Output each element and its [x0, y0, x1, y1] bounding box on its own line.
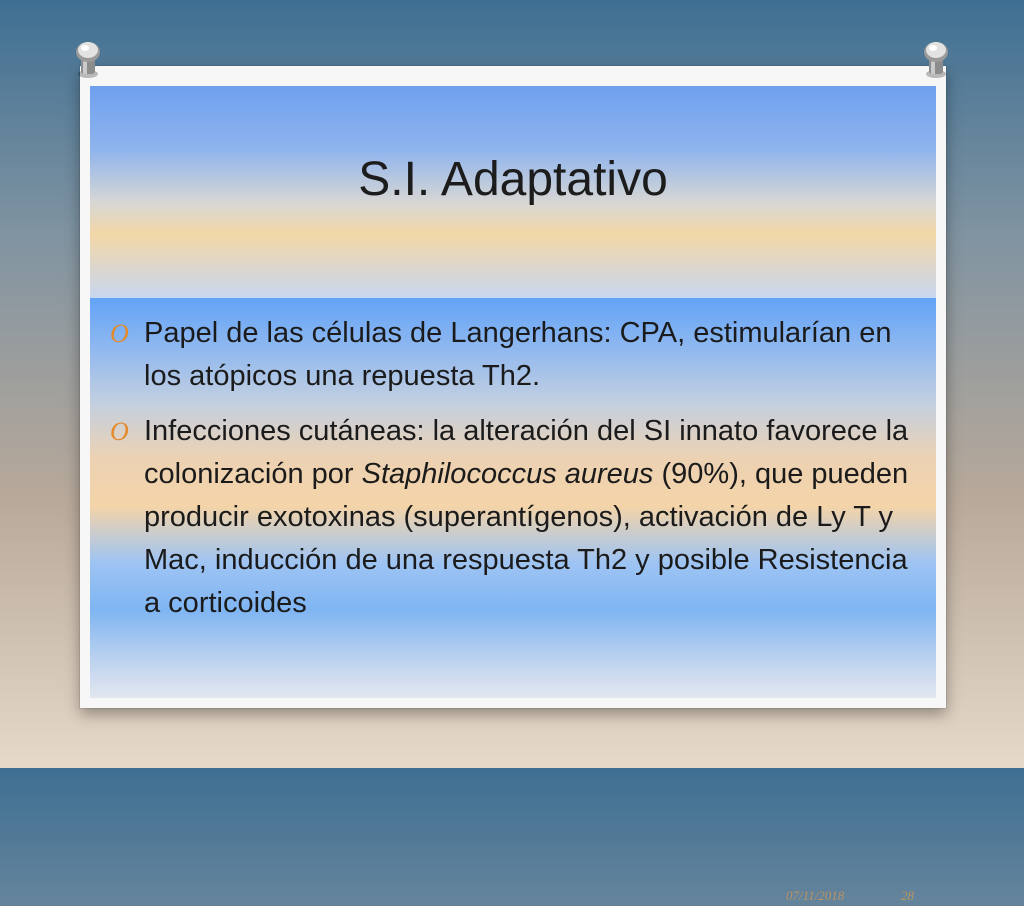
title-band — [90, 86, 936, 298]
bullet-item — [90, 312, 936, 398]
slide-title: S.I. Adaptativo — [358, 153, 668, 206]
bullet-text: Infecciones cutáneas: la alteración del SI innato favorece la colonización por — [144, 415, 909, 490]
bullet-list — [90, 298, 936, 625]
bullet-text: Papel de las células de Langerhans: CPA, estimularían en los atópicos una repuesta Th2. — [144, 317, 892, 392]
bullet-text-continued: (90%), que pueden producir exotoxinas (superantígenos), activación de Ly T y Mac, inducción de una respuesta Th2 y posible Resistencia a corticoides — [144, 458, 909, 619]
bullet-marker-icon: O — [110, 319, 129, 348]
footer-date: 07/11/2018 — [786, 888, 845, 903]
bullet-marker-icon: O — [110, 417, 129, 446]
species-name: Staphilococcus aureus — [361, 458, 654, 490]
footer-page-number: 28 — [901, 888, 914, 903]
pushpin-icon — [70, 40, 106, 80]
pushpin-icon — [918, 40, 954, 80]
content-area — [90, 298, 936, 903]
bullet-item — [90, 410, 936, 625]
slide-card — [80, 66, 946, 903]
